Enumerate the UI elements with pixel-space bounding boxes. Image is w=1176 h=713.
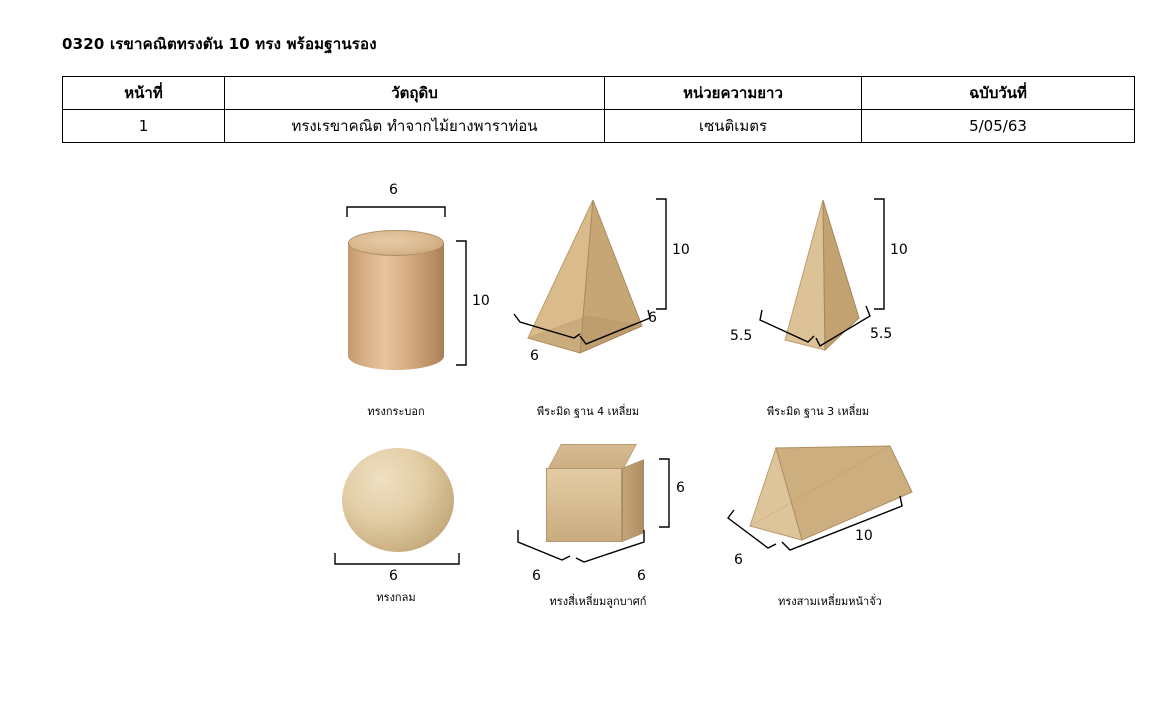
triangular-prism-base-right-label: 10 bbox=[855, 528, 873, 544]
cylinder-width-bracket bbox=[346, 206, 446, 218]
figure-triangular-pyramid bbox=[718, 180, 948, 430]
cylinder-width-label: 6 bbox=[389, 182, 398, 198]
square-pyramid-height-label: 10 bbox=[672, 242, 690, 258]
figure-cylinder bbox=[330, 180, 510, 430]
cube-height-label: 6 bbox=[676, 480, 685, 496]
figure-cube bbox=[510, 430, 730, 630]
triangular-pyramid-height-label: 10 bbox=[890, 242, 908, 258]
triangular-pyramid-base-left-bracket bbox=[758, 308, 818, 354]
triangular-pyramid-base-right-bracket bbox=[814, 302, 876, 350]
triangular-pyramid-base-right-label: 5.5 bbox=[870, 326, 893, 342]
cube-height-bracket bbox=[658, 458, 670, 528]
column-header-material: วัตถุดิบ bbox=[225, 77, 605, 110]
sphere-diameter-label: 6 bbox=[389, 568, 398, 584]
cylinder-top-ellipse bbox=[348, 230, 444, 256]
cylinder-body bbox=[348, 242, 444, 370]
sphere-caption: ทรงกลม bbox=[376, 591, 416, 604]
figure-triangular-prism bbox=[720, 430, 960, 630]
cylinder-height-bracket bbox=[455, 240, 467, 366]
cube-caption: ทรงสี่เหลี่ยมลูกบาศก์ bbox=[549, 595, 647, 608]
sphere-shape bbox=[342, 448, 454, 552]
triangular-pyramid-height-bracket bbox=[873, 198, 885, 310]
triangular-pyramid-caption: พีระมิด ฐาน 3 เหลี่ยม bbox=[766, 405, 870, 418]
cell-date: 5/05/63 bbox=[862, 110, 1135, 143]
cylinder-height-label: 10 bbox=[472, 293, 490, 309]
square-pyramid-caption: พีระมิด ฐาน 4 เหลี่ยม bbox=[536, 405, 640, 418]
square-pyramid-height-bracket bbox=[655, 198, 667, 310]
square-pyramid-base-left-bracket bbox=[512, 312, 582, 352]
cylinder-shape bbox=[348, 230, 444, 370]
column-header-unit: หน่วยความยาว bbox=[605, 77, 862, 110]
cell-unit: เซนติเมตร bbox=[605, 110, 862, 143]
figure-sphere bbox=[330, 430, 510, 630]
column-header-page: หน้าที่ bbox=[63, 77, 225, 110]
figures-area bbox=[0, 170, 1176, 650]
cube-base-right-label: 6 bbox=[637, 568, 646, 584]
figure-square-pyramid bbox=[500, 180, 730, 430]
page-title: 0320 เรขาคณิตทรงตัน 10 ทรง พร้อมฐานรอง bbox=[62, 35, 377, 53]
triangular-prism-caption: ทรงสามเหลี่ยมหน้าจั่ว bbox=[778, 595, 882, 608]
triangular-prism-base-left-label: 6 bbox=[734, 552, 743, 568]
triangular-pyramid-base-left-label: 5.5 bbox=[730, 328, 753, 344]
column-header-date: ฉบับวันที่ bbox=[862, 77, 1135, 110]
cell-page-number: 1 bbox=[63, 110, 225, 143]
square-pyramid-base-left-label: 6 bbox=[530, 348, 539, 364]
table-row bbox=[63, 110, 1135, 143]
square-pyramid-base-right-label: 6 bbox=[648, 310, 657, 326]
cell-material: ทรงเรขาคณิต ทำจากไม้ยางพาราท่อน bbox=[225, 110, 605, 143]
header-table bbox=[62, 76, 1135, 143]
table-header-row bbox=[63, 77, 1135, 110]
square-pyramid-base-right-bracket bbox=[578, 308, 658, 352]
cube-base-left-bracket bbox=[516, 528, 576, 570]
cylinder-caption: ทรงกระบอก bbox=[367, 405, 425, 418]
triangular-prism-base-right-bracket bbox=[780, 494, 910, 556]
sphere-diameter-bracket bbox=[334, 552, 460, 566]
cube-base-left-label: 6 bbox=[532, 568, 541, 584]
cube-base-right-bracket bbox=[574, 528, 650, 570]
